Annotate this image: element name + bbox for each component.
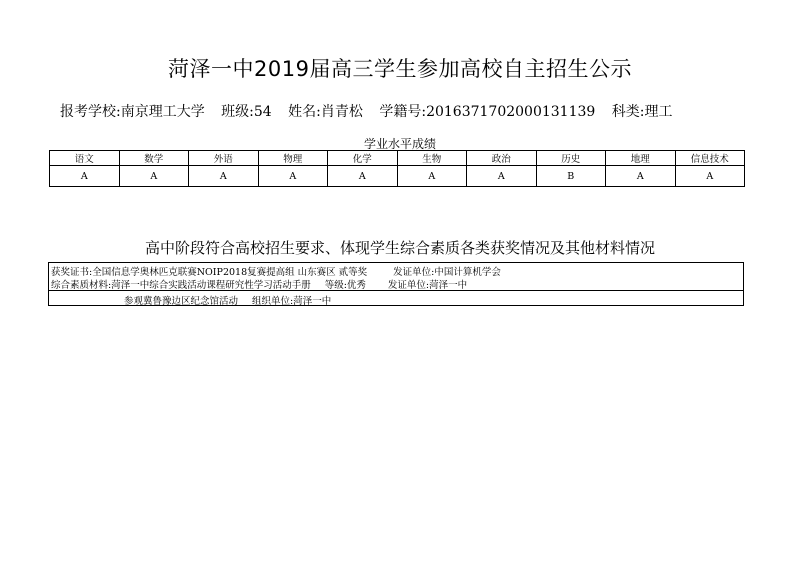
subject-header: 外语 (189, 151, 259, 166)
grade-cell: A (258, 166, 328, 187)
quality-name: 菏泽一中综合实践活动课程研究性学习活动手册 (111, 280, 311, 291)
subject-header: 语文 (50, 151, 120, 166)
quality-line (51, 277, 467, 291)
subject-header: 历史 (536, 151, 606, 166)
student-info (60, 101, 760, 121)
activity-line (124, 293, 331, 307)
class-value: 54 (253, 104, 272, 120)
grade-cell: A (50, 166, 120, 187)
quality-issuer: 发证单位:菏泽一中 (387, 280, 468, 291)
class-label: 班级: (221, 104, 254, 120)
name-value: 肖青松 (320, 104, 363, 120)
materials-title: 高中阶段符合高校招生要求、体现学生综合素质各类获奖情况及其他材料情况 (144, 239, 655, 257)
track-field (612, 104, 673, 120)
quality-label: 综合素质材料: (51, 280, 112, 291)
grade-cell: A (675, 166, 745, 187)
award-name: 全国信息学奥林匹克联赛NOIP2018复赛提高组 山东赛区 贰等奖 (92, 267, 368, 278)
grade-cell: A (328, 166, 398, 187)
scores-table (49, 150, 745, 187)
student-id-label: 学籍号: (379, 104, 427, 120)
quality-level: 等级:优秀 (324, 280, 366, 291)
materials-box (48, 262, 744, 306)
award-label: 获奖证书: (51, 267, 93, 278)
page-title: 菏泽一中2019届高三学生参加高校自主招生公示 (168, 57, 632, 81)
grade-cell: A (189, 166, 259, 187)
activity-name: 参观冀鲁豫边区纪念馆活动 (124, 296, 239, 307)
class-field (221, 104, 272, 120)
grade-cell: A (119, 166, 189, 187)
grade-cell: A (606, 166, 676, 187)
activity-org: 组织单位:菏泽一中 (252, 296, 332, 307)
school-field (60, 104, 205, 120)
row-divider (49, 290, 743, 291)
subject-header: 地理 (606, 151, 676, 166)
grade-cell: B (536, 166, 606, 187)
subject-header: 生物 (397, 151, 467, 166)
award-line (51, 264, 501, 278)
subject-header: 化学 (328, 151, 398, 166)
subject-header-row (50, 151, 745, 166)
grade-cell: A (467, 166, 537, 187)
subject-header: 数学 (119, 151, 189, 166)
school-value: 南京理工大学 (120, 104, 205, 120)
name-field (288, 104, 363, 120)
award-issuer: 发证单位:中国计算机学会 (393, 267, 501, 278)
grade-cell: A (397, 166, 467, 187)
track-value: 理工 (644, 104, 673, 120)
student-id-value: 2016371702000131139 (426, 104, 596, 120)
grade-row (50, 166, 745, 187)
subject-header: 物理 (258, 151, 328, 166)
scores-title: 学业水平成绩 (363, 137, 436, 151)
subject-header: 信息技术 (675, 151, 745, 166)
name-label: 姓名: (288, 104, 321, 120)
student-id-field (379, 104, 595, 120)
school-label: 报考学校: (60, 104, 121, 120)
subject-header: 政治 (467, 151, 537, 166)
track-label: 科类: (611, 104, 645, 120)
